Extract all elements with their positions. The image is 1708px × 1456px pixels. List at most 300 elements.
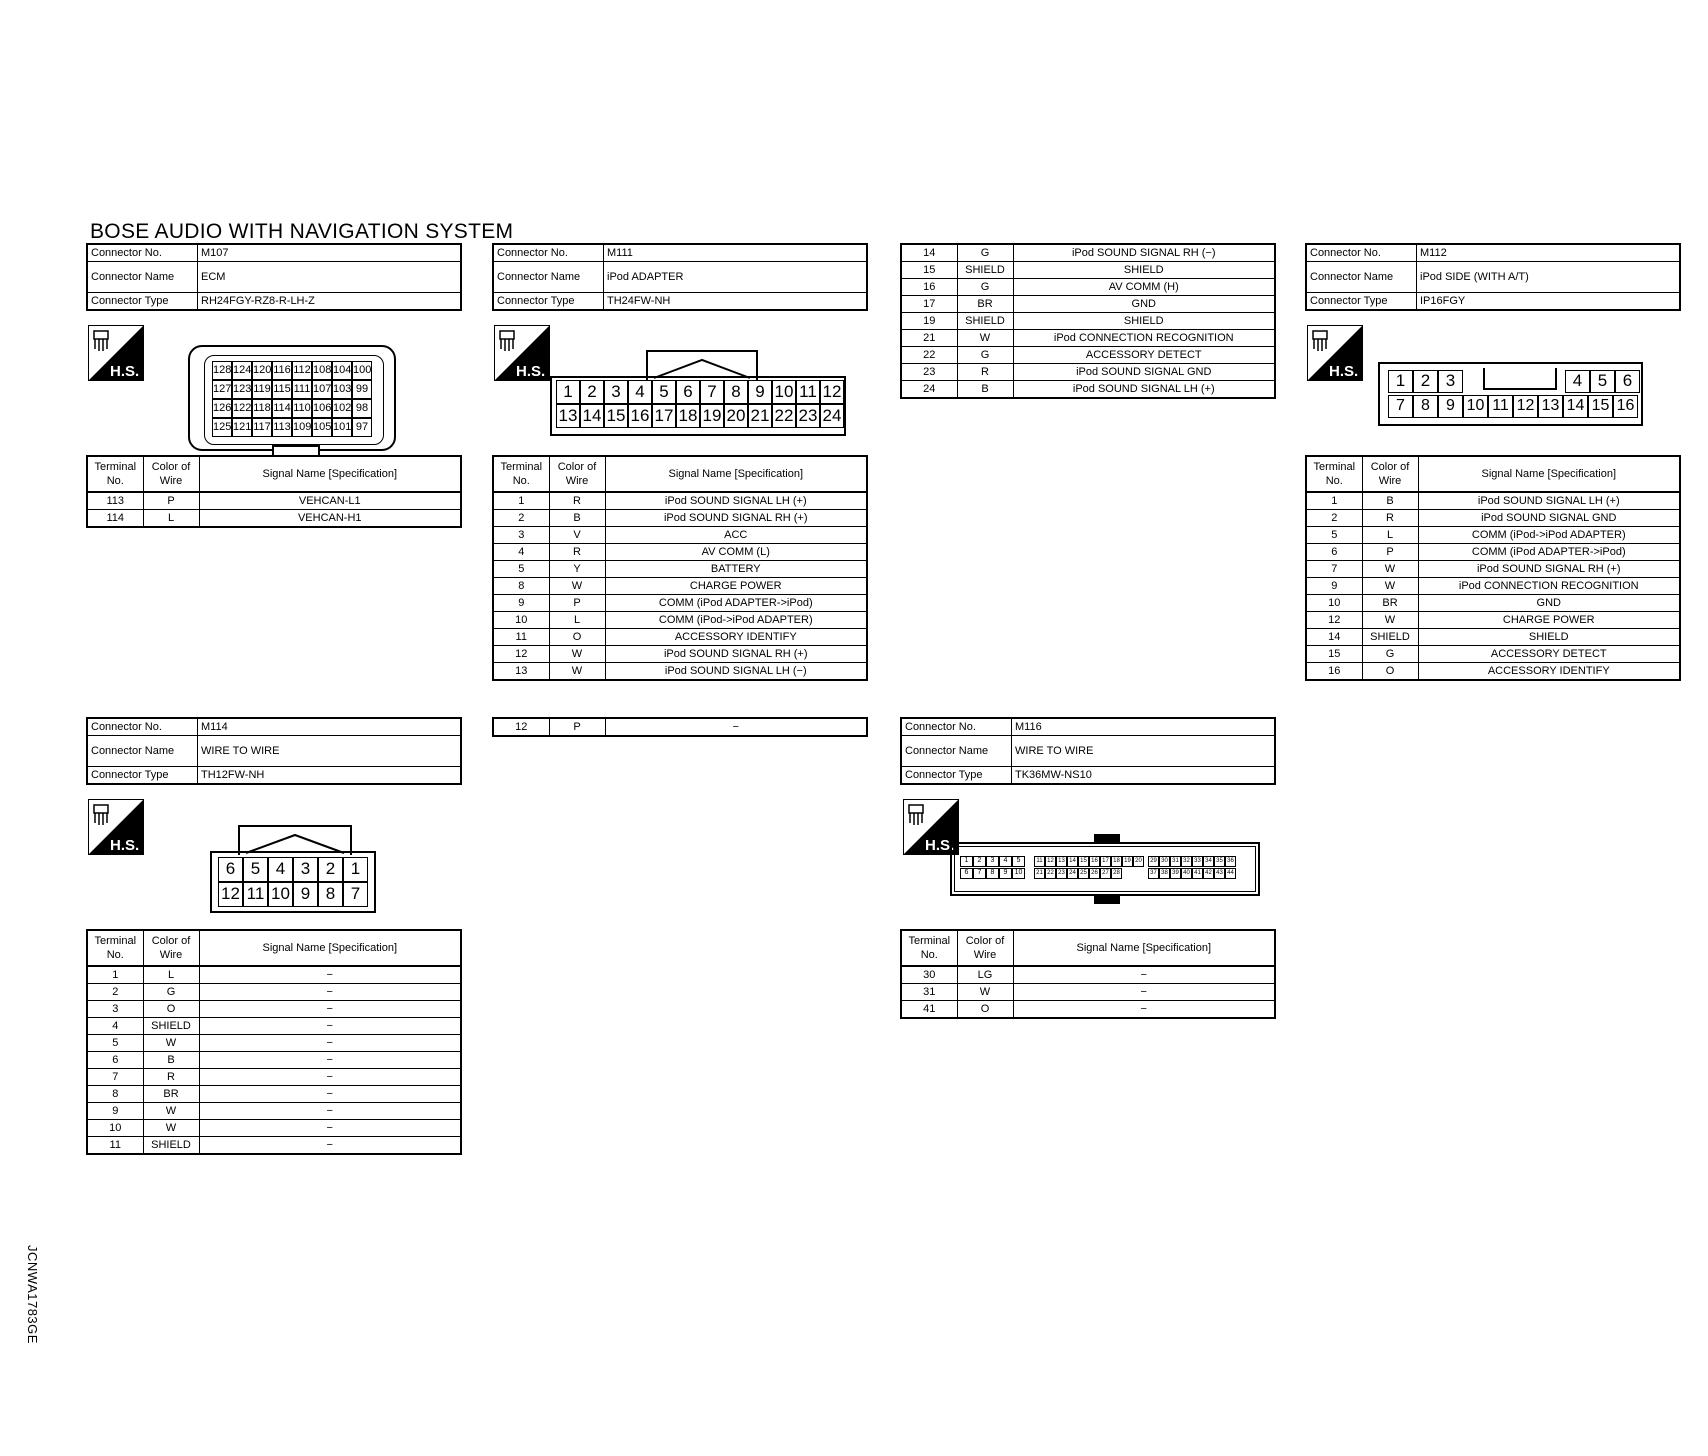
terminal-no-cell: 31 xyxy=(901,984,957,1001)
wire-color-cell: SHIELD xyxy=(957,262,1013,279)
terminal-no-cell: 12 xyxy=(493,718,549,736)
connector-pin: 12 xyxy=(820,380,844,404)
connector-pin: 29 xyxy=(1148,856,1159,867)
wire-color-cell: O xyxy=(549,629,605,646)
connector-pin: 20 xyxy=(724,404,748,428)
connector-name-label: Connector Name xyxy=(901,736,1012,767)
connector-pin: 11 xyxy=(1034,856,1045,867)
signal-name-cell: iPod SOUND SIGNAL GND xyxy=(1418,510,1680,527)
m111-row xyxy=(493,527,867,544)
connector-pin: 43 xyxy=(1214,868,1225,879)
connector-m116-info xyxy=(900,717,1276,785)
connector-pin: 8 xyxy=(318,882,343,907)
connector-type-label: Connector Type xyxy=(87,293,198,311)
connector-type-label: Connector Type xyxy=(87,767,198,785)
signal-name-cell: iPod SOUND SIGNAL LH (+) xyxy=(1013,381,1275,399)
terminal-no-cell: 15 xyxy=(901,262,957,279)
wire-color-cell: R xyxy=(1362,510,1418,527)
connector-m107-face xyxy=(188,345,396,451)
signal-name-cell: ACCESSORY DETECT xyxy=(1418,646,1680,663)
svg-text:H.S.: H.S. xyxy=(925,837,955,854)
m112-row xyxy=(1306,629,1680,646)
m111-row xyxy=(493,544,867,561)
terminal-no-cell: 8 xyxy=(87,1086,143,1103)
terminal-no-cell: 6 xyxy=(87,1052,143,1069)
connector-pin: 11 xyxy=(1488,395,1513,418)
terminal-no-header: Terminal No. xyxy=(901,930,957,966)
harness-side-icon xyxy=(1307,325,1363,381)
m114-row xyxy=(87,1018,461,1035)
wire-color-cell: W xyxy=(957,984,1013,1001)
connector-m112-info xyxy=(1305,243,1681,311)
connector-pin: 101 xyxy=(332,418,352,437)
wire-color-cell: P xyxy=(549,718,605,736)
connector-pin: 115 xyxy=(272,380,292,399)
connector-pin: 24 xyxy=(1067,868,1078,879)
connector-pin: 13 xyxy=(1538,395,1563,418)
m116-signal-table xyxy=(900,929,1276,1019)
connector-pin: 107 xyxy=(312,380,332,399)
color-header: Color of Wire xyxy=(1362,456,1418,492)
wire-color-cell: O xyxy=(957,1001,1013,1019)
terminal-no-cell: 41 xyxy=(901,1001,957,1019)
connector-pin: 100 xyxy=(352,361,372,380)
signal-name-cell: ACC xyxy=(605,527,867,544)
wire-color-cell: L xyxy=(1362,527,1418,544)
m111-row xyxy=(901,279,1275,296)
connector-pin: 24 xyxy=(820,404,844,428)
m111-row xyxy=(493,646,867,663)
connector-pin: 19 xyxy=(700,404,724,428)
connector-pin: 42 xyxy=(1203,868,1214,879)
terminal-no-header: Terminal No. xyxy=(1306,456,1362,492)
wire-color-cell: L xyxy=(143,966,199,984)
wire-color-cell: P xyxy=(1362,544,1418,561)
wire-color-cell: R xyxy=(143,1069,199,1086)
connector-pin: 15 xyxy=(604,404,628,428)
wire-color-cell: G xyxy=(957,347,1013,364)
signal-name-cell: iPod SOUND SIGNAL LH (+) xyxy=(605,492,867,510)
connector-pin: 14 xyxy=(580,404,604,428)
connector-name-value: iPod SIDE (WITH A/T) xyxy=(1417,262,1681,293)
connector-pin: 22 xyxy=(1045,868,1056,879)
wire-color-cell: Y xyxy=(549,561,605,578)
connector-pin: 8 xyxy=(1413,395,1438,418)
connector-pin: 35 xyxy=(1214,856,1225,867)
m112-row xyxy=(1306,510,1680,527)
connector-pin: 113 xyxy=(272,418,292,437)
connector-pin: 2 xyxy=(318,857,343,882)
signal-name-cell: iPod SOUND SIGNAL RH (+) xyxy=(1418,561,1680,578)
connector-pin: 6 xyxy=(218,857,243,882)
wire-color-cell: W xyxy=(957,330,1013,347)
signal-name-cell: iPod CONNECTION RECOGNITION xyxy=(1013,330,1275,347)
connector-pin: 27 xyxy=(1100,868,1111,879)
connector-pin: 41 xyxy=(1192,868,1203,879)
connector-pin: 8 xyxy=(724,380,748,404)
connector-type-value: TH12FW-NH xyxy=(198,767,462,785)
connector-pin: 4 xyxy=(999,856,1012,867)
connector-pin: 4 xyxy=(628,380,652,404)
connector-pin: 119 xyxy=(252,380,272,399)
connector-pin: 9 xyxy=(293,882,318,907)
connector-name-value: iPod ADAPTER xyxy=(604,262,868,293)
connector-pin: 121 xyxy=(232,418,252,437)
page-title: BOSE AUDIO WITH NAVIGATION SYSTEM xyxy=(90,220,514,243)
terminal-no-cell: 15 xyxy=(1306,646,1362,663)
connector-pin: 3 xyxy=(986,856,999,867)
signal-name-cell: GND xyxy=(1418,595,1680,612)
m112-row xyxy=(1306,646,1680,663)
connector-pin: 9 xyxy=(1438,395,1463,418)
connector-pin: 40 xyxy=(1181,868,1192,879)
m111-row xyxy=(493,595,867,612)
terminal-no-cell: 2 xyxy=(87,984,143,1001)
m114-row xyxy=(87,1120,461,1137)
wire-color-cell: SHIELD xyxy=(143,1018,199,1035)
terminal-no-cell: 16 xyxy=(1306,663,1362,681)
terminal-no-cell: 10 xyxy=(1306,595,1362,612)
m111-row xyxy=(901,330,1275,347)
connector-pin: 2 xyxy=(1413,370,1438,393)
connector-m114-info xyxy=(86,717,462,785)
signal-name-cell: − xyxy=(1013,984,1275,1001)
signal-name-cell: SHIELD xyxy=(1013,313,1275,330)
connector-pin: 12 xyxy=(218,882,243,907)
wire-color-cell: R xyxy=(549,544,605,561)
connector-pin: 4 xyxy=(1565,370,1590,393)
connector-pin: 10 xyxy=(772,380,796,404)
m112-row xyxy=(1306,527,1680,544)
connector-pin: 112 xyxy=(292,361,312,380)
connector-no-value: M111 xyxy=(604,244,868,262)
terminal-no-cell: 30 xyxy=(901,966,957,984)
connector-pin: 13 xyxy=(1056,856,1067,867)
m114-row xyxy=(87,1001,461,1018)
connector-type-value: TK36MW-NS10 xyxy=(1012,767,1276,785)
connector-pin: 111 xyxy=(292,380,312,399)
signal-name-cell: CHARGE POWER xyxy=(605,578,867,595)
connector-pin: 4 xyxy=(268,857,293,882)
color-header: Color of Wire xyxy=(957,930,1013,966)
connector-pin: 21 xyxy=(1034,868,1045,879)
connector-pin: 10 xyxy=(1463,395,1488,418)
m111-signal-table-continued xyxy=(900,243,1276,399)
terminal-no-cell: 2 xyxy=(493,510,549,527)
wire-color-cell: R xyxy=(549,492,605,510)
signal-name-cell: VEHCAN-L1 xyxy=(199,492,461,510)
wire-color-cell: W xyxy=(143,1120,199,1137)
connector-no-label: Connector No. xyxy=(87,718,198,736)
connector-pin: 6 xyxy=(676,380,700,404)
terminal-no-cell: 16 xyxy=(901,279,957,296)
m107-signal-table xyxy=(86,455,462,528)
signal-name-cell: − xyxy=(199,1001,461,1018)
connector-pin: 22 xyxy=(772,404,796,428)
connector-pin: 14 xyxy=(1563,395,1588,418)
connector-pin: 5 xyxy=(652,380,676,404)
connector-pin: 5 xyxy=(1590,370,1615,393)
connector-pin: 19 xyxy=(1122,856,1133,867)
terminal-no-cell: 12 xyxy=(1306,612,1362,629)
connector-pin: 15 xyxy=(1078,856,1089,867)
wire-color-cell: LG xyxy=(957,966,1013,984)
hs-label: H.S. xyxy=(110,363,140,380)
connector-pin: 16 xyxy=(1089,856,1100,867)
connector-pin: 104 xyxy=(332,361,352,380)
terminal-no-cell: 11 xyxy=(87,1137,143,1155)
terminal-no-header: Terminal No. xyxy=(87,930,143,966)
m114-row xyxy=(87,1086,461,1103)
wire-color-cell: SHIELD xyxy=(1362,629,1418,646)
connector-pin: 120 xyxy=(252,361,272,380)
connector-pin: 20 xyxy=(1133,856,1144,867)
connector-pin: 39 xyxy=(1170,868,1181,879)
connector-no-value: M112 xyxy=(1417,244,1681,262)
connector-name-value: ECM xyxy=(198,262,462,293)
m114-signal-table xyxy=(86,929,462,1155)
connector-pin: 25 xyxy=(1078,868,1089,879)
terminal-no-cell: 19 xyxy=(901,313,957,330)
signal-name-cell: COMM (iPod->iPod ADAPTER) xyxy=(1418,527,1680,544)
m111-row xyxy=(493,492,867,510)
wire-color-cell: P xyxy=(549,595,605,612)
m111-row xyxy=(493,561,867,578)
connector-name-value: WIRE TO WIRE xyxy=(1012,736,1276,767)
diagram-id: JCNWA1783GE xyxy=(25,1245,40,1344)
connector-pin: 122 xyxy=(232,399,252,418)
wire-color-cell: W xyxy=(549,578,605,595)
m112-row xyxy=(1306,561,1680,578)
signal-name-cell: iPod SOUND SIGNAL RH (−) xyxy=(1013,244,1275,262)
m114-row xyxy=(87,1137,461,1155)
m111-row xyxy=(901,262,1275,279)
connector-name-label: Connector Name xyxy=(1306,262,1417,293)
connector-no-value: M107 xyxy=(198,244,462,262)
connector-pin: 127 xyxy=(212,380,232,399)
wire-color-cell: R xyxy=(957,364,1013,381)
connector-no-value: M114 xyxy=(198,718,462,736)
connector-pin: 6 xyxy=(1615,370,1640,393)
connector-pin: 12 xyxy=(1045,856,1056,867)
wire-color-cell: SHIELD xyxy=(143,1137,199,1155)
connector-pin: 97 xyxy=(352,418,372,437)
terminal-no-cell: 7 xyxy=(87,1069,143,1086)
wire-color-cell: B xyxy=(143,1052,199,1069)
connector-pin: 118 xyxy=(252,399,272,418)
connector-pin: 125 xyxy=(212,418,232,437)
connector-name-label: Connector Name xyxy=(493,262,604,293)
svg-text:H.S.: H.S. xyxy=(110,837,140,854)
connector-pin: 11 xyxy=(243,882,268,907)
m111-row xyxy=(493,612,867,629)
connector-pin: 105 xyxy=(312,418,332,437)
terminal-no-cell: 10 xyxy=(87,1120,143,1137)
connector-pin: 36 xyxy=(1225,856,1236,867)
signal-name-cell: COMM (iPod->iPod ADAPTER) xyxy=(605,612,867,629)
terminal-no-cell: 14 xyxy=(901,244,957,262)
connector-pin: 1 xyxy=(343,857,368,882)
connector-pin: 38 xyxy=(1159,868,1170,879)
connector-m111-info xyxy=(492,243,868,311)
m114-row xyxy=(493,718,867,736)
connector-m112-face xyxy=(1378,362,1643,426)
m111-row xyxy=(493,510,867,527)
m111-row xyxy=(901,347,1275,364)
connector-pin: 114 xyxy=(272,399,292,418)
wire-color-cell: V xyxy=(549,527,605,544)
connector-pin: 128 xyxy=(212,361,232,380)
connector-pin: 109 xyxy=(292,418,312,437)
signal-name-cell: AV COMM (L) xyxy=(605,544,867,561)
m107-row xyxy=(87,510,461,528)
signal-header: Signal Name [Specification] xyxy=(1013,930,1275,966)
connector-type-value: RH24FGY-RZ8-R-LH-Z xyxy=(198,293,462,311)
connector-pin: 33 xyxy=(1192,856,1203,867)
m111-row xyxy=(493,663,867,681)
m111-row xyxy=(901,364,1275,381)
connector-pin: 7 xyxy=(700,380,724,404)
harness-side-icon xyxy=(88,799,144,855)
signal-name-cell: − xyxy=(605,718,867,736)
terminal-no-cell: 23 xyxy=(901,364,957,381)
terminal-no-cell: 13 xyxy=(493,663,549,681)
signal-name-cell: − xyxy=(199,1035,461,1052)
connector-pin: 110 xyxy=(292,399,312,418)
connector-pin: 30 xyxy=(1159,856,1170,867)
connector-pin: 124 xyxy=(232,361,252,380)
wire-color-cell: W xyxy=(1362,578,1418,595)
m111-row xyxy=(901,381,1275,399)
connector-pin: 18 xyxy=(1111,856,1122,867)
signal-name-cell: − xyxy=(199,1137,461,1155)
terminal-no-cell: 9 xyxy=(493,595,549,612)
signal-name-cell: ACCESSORY DETECT xyxy=(1013,347,1275,364)
m114-signal-table-continued xyxy=(492,717,868,737)
terminal-no-cell: 8 xyxy=(493,578,549,595)
terminal-no-cell: 114 xyxy=(87,510,143,528)
m112-row xyxy=(1306,544,1680,561)
wire-color-cell: BR xyxy=(143,1086,199,1103)
connector-pin: 16 xyxy=(628,404,652,428)
connector-pin: 34 xyxy=(1203,856,1214,867)
connector-type-value: TH24FW-NH xyxy=(604,293,868,311)
terminal-no-cell: 4 xyxy=(493,544,549,561)
terminal-no-cell: 9 xyxy=(1306,578,1362,595)
terminal-no-cell: 22 xyxy=(901,347,957,364)
terminal-no-cell: 9 xyxy=(87,1103,143,1120)
wire-color-cell: O xyxy=(1362,663,1418,681)
wire-color-cell: W xyxy=(549,646,605,663)
terminal-no-header: Terminal No. xyxy=(493,456,549,492)
connector-pin: 3 xyxy=(604,380,628,404)
terminal-no-cell: 7 xyxy=(1306,561,1362,578)
m111-row xyxy=(901,244,1275,262)
terminal-no-cell: 24 xyxy=(901,381,957,399)
terminal-no-cell: 21 xyxy=(901,330,957,347)
connector-pin: 11 xyxy=(796,380,820,404)
m111-row xyxy=(901,296,1275,313)
terminal-no-cell: 1 xyxy=(493,492,549,510)
terminal-no-cell: 3 xyxy=(493,527,549,544)
m112-signal-table xyxy=(1305,455,1681,681)
terminal-no-cell: 3 xyxy=(87,1001,143,1018)
signal-name-cell: COMM (iPod ADAPTER->iPod) xyxy=(1418,544,1680,561)
connector-type-label: Connector Type xyxy=(1306,293,1417,311)
connector-pin: 5 xyxy=(1012,856,1025,867)
connector-pin: 102 xyxy=(332,399,352,418)
wire-color-cell: G xyxy=(957,279,1013,296)
connector-name-label: Connector Name xyxy=(87,262,198,293)
connector-m107-info xyxy=(86,243,462,311)
signal-name-cell: iPod CONNECTION RECOGNITION xyxy=(1418,578,1680,595)
wire-color-cell: B xyxy=(549,510,605,527)
signal-name-cell: − xyxy=(199,1086,461,1103)
wire-color-cell: L xyxy=(143,510,199,528)
terminal-no-cell: 4 xyxy=(87,1018,143,1035)
connector-pin: 21 xyxy=(748,404,772,428)
connector-pin: 17 xyxy=(652,404,676,428)
m111-row xyxy=(493,578,867,595)
connector-pin: 116 xyxy=(272,361,292,380)
connector-pin: 98 xyxy=(352,399,372,418)
connector-pin: 13 xyxy=(556,404,580,428)
wire-color-cell: BR xyxy=(1362,595,1418,612)
signal-name-cell: − xyxy=(199,966,461,984)
wire-color-cell: L xyxy=(549,612,605,629)
m112-row xyxy=(1306,595,1680,612)
m116-row xyxy=(901,1001,1275,1019)
connector-pin: 10 xyxy=(268,882,293,907)
connector-pin: 18 xyxy=(676,404,700,428)
terminal-no-cell: 113 xyxy=(87,492,143,510)
wire-color-cell: BR xyxy=(957,296,1013,313)
signal-name-cell: COMM (iPod ADAPTER->iPod) xyxy=(605,595,867,612)
connector-pin: 6 xyxy=(960,868,973,879)
signal-name-cell: iPod SOUND SIGNAL GND xyxy=(1013,364,1275,381)
color-header: Color of Wire xyxy=(143,930,199,966)
signal-name-cell: ACCESSORY IDENTIFY xyxy=(605,629,867,646)
connector-name-value: WIRE TO WIRE xyxy=(198,736,462,767)
connector-type-label: Connector Type xyxy=(901,767,1012,785)
wire-color-cell: B xyxy=(957,381,1013,399)
m116-row xyxy=(901,966,1275,984)
m114-row xyxy=(87,1103,461,1120)
m114-row xyxy=(87,1069,461,1086)
connector-pin: 9 xyxy=(999,868,1012,879)
m114-row xyxy=(87,984,461,1001)
connector-pin: 10 xyxy=(1012,868,1025,879)
signal-header: Signal Name [Specification] xyxy=(1418,456,1680,492)
signal-name-cell: BATTERY xyxy=(605,561,867,578)
connector-no-label: Connector No. xyxy=(1306,244,1417,262)
signal-name-cell: ACCESSORY IDENTIFY xyxy=(1418,663,1680,681)
signal-name-cell: − xyxy=(1013,966,1275,984)
connector-pin: 37 xyxy=(1148,868,1159,879)
connector-pin: 7 xyxy=(1388,395,1413,418)
connector-pin: 15 xyxy=(1588,395,1613,418)
terminal-no-cell: 11 xyxy=(493,629,549,646)
connector-type-value: IP16FGY xyxy=(1417,293,1681,311)
signal-name-cell: SHIELD xyxy=(1013,262,1275,279)
terminal-no-cell: 6 xyxy=(1306,544,1362,561)
connector-pin: 44 xyxy=(1225,868,1236,879)
signal-header: Signal Name [Specification] xyxy=(605,456,867,492)
connector-pin: 103 xyxy=(332,380,352,399)
connector-pin: 117 xyxy=(252,418,272,437)
m112-row xyxy=(1306,663,1680,681)
m114-row xyxy=(87,1035,461,1052)
